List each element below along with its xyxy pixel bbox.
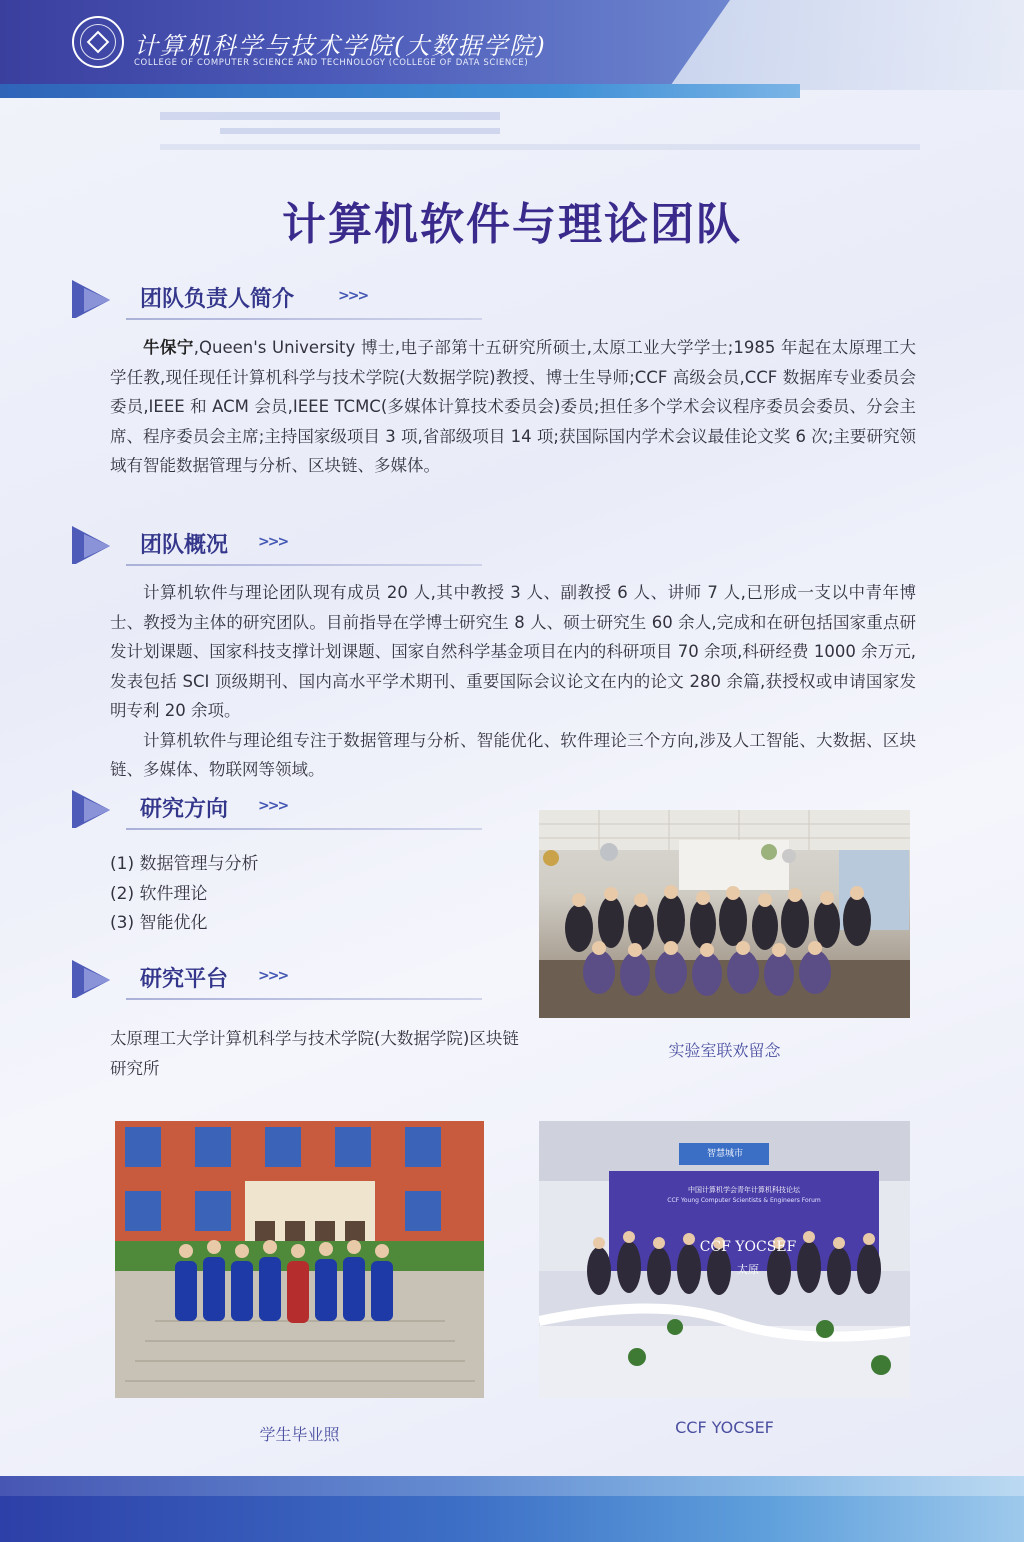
decor-stripe [220, 128, 500, 134]
divider [126, 828, 482, 830]
divider [126, 318, 482, 320]
graduation-photo [115, 1121, 484, 1398]
section-leader-heading [70, 276, 490, 326]
decor-stripe [160, 144, 920, 150]
platform-text: 太原理工大学计算机科学与技术学院(大数据学院)区块链研究所 [110, 1029, 519, 1078]
screen-text: 智慧城市 [706, 1149, 743, 1159]
header-accent-bar [0, 84, 800, 98]
chevrons-right-icon: >>> [338, 288, 368, 304]
overview-text [110, 578, 916, 785]
triangle-play-icon [70, 524, 116, 564]
graduation-illustration [115, 1121, 484, 1398]
section-platform-heading [70, 956, 490, 1006]
decor-stripe [160, 112, 500, 120]
section-title: 研究平台 [140, 967, 229, 992]
section-overview-heading [70, 522, 490, 572]
list-item: (3) 智能优化 [110, 913, 208, 933]
university-seal-icon [72, 16, 124, 68]
yocsef-photo [539, 1121, 910, 1398]
chevrons-right-icon: >>> [258, 534, 288, 550]
college-name-en: COLLEGE OF COMPUTER SCIENCE AND TECHNOLOGY (COLLEGE OF DATA SCIENCE) [134, 58, 529, 68]
banner-line-en: CCF Young Computer Scientists & Engineers Forum [667, 1197, 821, 1204]
list-item: (1) 数据管理与分析 [110, 854, 259, 874]
header [0, 0, 1024, 100]
overview-paragraph-2: 计算机软件与理论组专注于数据管理与分析、智能优化、软件理论三个方向,涉及人工智能、大数据、区块链、多媒体、物联网等领域。 [110, 730, 916, 779]
section-title: 团队负责人简介 [140, 287, 295, 312]
divider [126, 564, 482, 566]
lab-photo-caption: 实验室联欢留念 [668, 1041, 781, 1060]
banner-city: 太原 [737, 1263, 759, 1276]
chevrons-right-icon: >>> [258, 968, 288, 984]
yocsef-photo-caption: CCF YOCSEF [675, 1418, 774, 1437]
chevrons-right-icon: >>> [258, 798, 288, 814]
triangle-play-icon [70, 958, 116, 998]
footer-highlight [0, 1476, 1024, 1496]
divider [126, 998, 482, 1000]
leader-name: 牛保宁 [143, 338, 194, 357]
lab-party-illustration [539, 810, 910, 1018]
triangle-play-icon [70, 278, 116, 318]
triangle-play-icon [70, 788, 116, 828]
graduation-photo-caption: 学生毕业照 [259, 1425, 340, 1444]
leader-bio [110, 333, 916, 481]
section-title: 团队概况 [140, 533, 229, 558]
section-directions-heading [70, 786, 490, 836]
banner-line-cn: 中国计算机学会青年计算机科技论坛 [688, 1186, 800, 1194]
college-name-cn: 计算机科学与技术学院(大数据学院) [134, 32, 547, 60]
list-item: (2) 软件理论 [110, 883, 208, 904]
lab-party-photo [539, 810, 910, 1018]
overview-paragraph-1: 计算机软件与理论团队现有成员 20 人,其中教授 3 人、副教授 6 人、讲师 7 人,已形成一支以中青年博士、教授为主体的研究团队。目前指导在学博士研究生 8 人、硕士研究生 60 余人,完成和在研包括国家重点研发计划课题、国家科技支撑计划课题、国家自然科学基金项目在内的科研项目 70 余项,科研经费 1000 余万元,发表包括 SCI 顶级期刊、国内高水平学术期刊、重要国际会议论文在内的论文 280 余篇,获授权或申请国家发明专利 20 余项。 [110, 583, 916, 720]
leader-bio-text: ,Queen's University 博士,电子部第十五研究所硕士,太原工业大学学士;1985 年起在太原理工大学任教,现任现任计算机科学与技术学院(大数据学院)教授、博士生导师;CCF 高级会员,CCF 数据库专业委员会委员,IEEE 和 ACM 会员,IEEE TCMC(多媒体计算技术委员会)委员;担任多个学术会议程序委员会委员、分会主席、程序委员会主席;主持国家级项目 3 项,省部级项目 14 项;获国际国内学术会议最佳论文奖 6 次;主要研究领域有智能数据管理与分析、区块链、多媒体。 [110, 338, 917, 475]
yocsef-illustration [539, 1121, 910, 1398]
directions-list [110, 850, 258, 939]
page-title: 计算机软件与理论团队 [282, 199, 742, 250]
section-title: 研究方向 [140, 797, 229, 822]
banner-yocsef: CCF YOCSEF [699, 1239, 797, 1255]
